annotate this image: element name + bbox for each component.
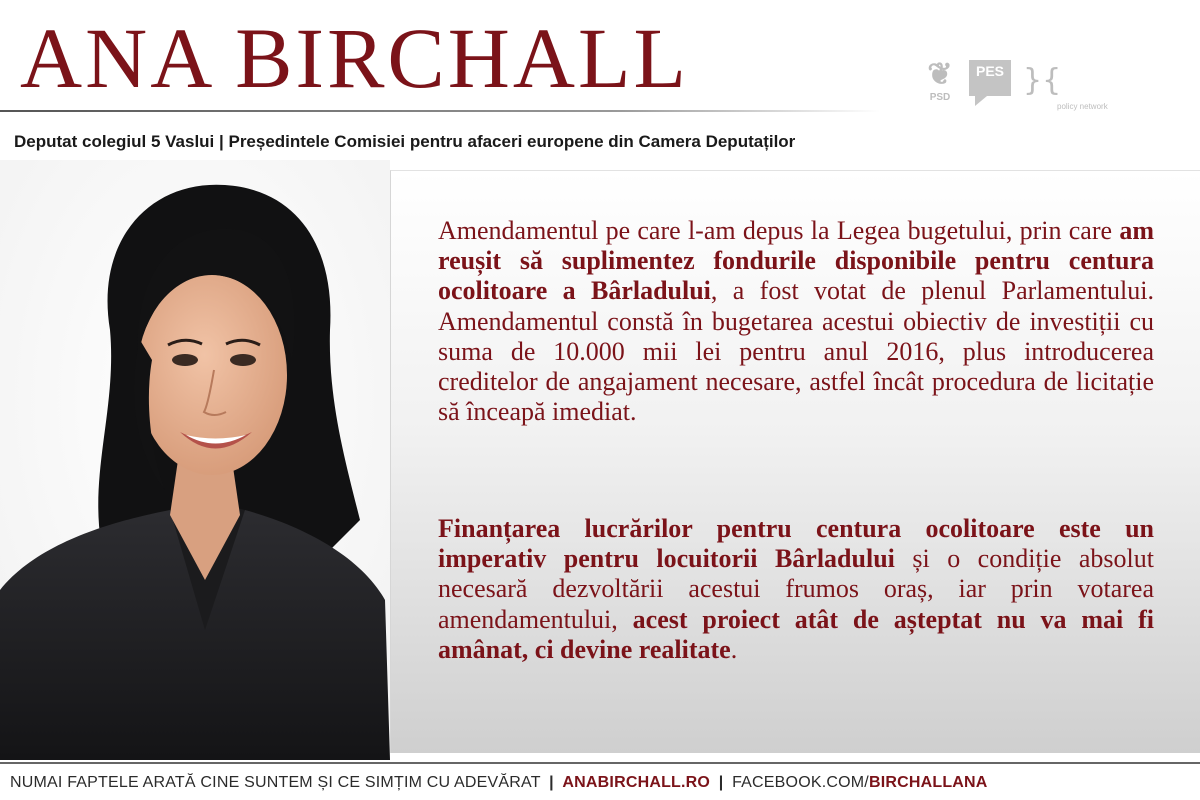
- portrait-photo: [0, 160, 390, 760]
- quote-paragraph-2: [438, 514, 1154, 665]
- footer-divider: [0, 762, 1200, 764]
- facebook-handle: BIRCHALLANA: [868, 774, 988, 791]
- portrait-illustration: [0, 160, 390, 760]
- policy-network-logo: [1023, 64, 1113, 114]
- psd-logo-label: PSD: [929, 92, 951, 103]
- policy-network-label: policy network: [1057, 102, 1108, 111]
- footer: [10, 774, 988, 792]
- quote-text: și o condiție absolut necesară dezvoltării acestui frumos oraș, iar prin votarea amendamentului,: [438, 544, 1154, 634]
- quote-emphasis: Finanțarea lucrărilor pentru centura ocolitoare este un imperativ pentru locuitorii Bârladului: [438, 514, 1154, 574]
- quote-emphasis: acest proiect atât de așteptat nu va mai fi amânat, ci devine realitate: [438, 604, 1155, 664]
- header-divider: [0, 110, 880, 112]
- quote-text: .: [730, 634, 738, 664]
- quote-text: Amendamentul pe care l-am depus la Legea bugetului, prin care: [438, 216, 1120, 245]
- facebook-link[interactable]: [732, 774, 987, 791]
- pes-logo: [969, 60, 1013, 112]
- psd-logo: [915, 58, 965, 114]
- website-link[interactable]: ANABIRCHALL.RO: [562, 774, 711, 791]
- speech-bubble-icon: [975, 96, 987, 106]
- pes-logo-label: PES: [969, 60, 1011, 96]
- subtitle: Deputat colegiul 5 Vaslui | Președintele Comisiei pentru afaceri europene din Camera Deputaților: [14, 132, 796, 151]
- footer-separator: |: [718, 774, 724, 791]
- quote-emphasis: am reușit să suplimentez fondurile disponibile pentru centura ocolitoare a Bârladului: [438, 216, 1154, 306]
- facebook-prefix: FACEBOOK.COM/: [732, 774, 869, 791]
- rose-icon: ❦: [927, 58, 953, 91]
- quote-paragraph-1: [438, 216, 1154, 427]
- quote-text: , a fost votat de plenul Parlamentului. Amendamentul constă în bugetarea acestui obiectiv de investiții cu suma de 10.000 mii lei pentru anul 2016, plus introducerea creditelor de angajament necesare, astfel încât procedura de licitație să înceapă imediat.: [438, 276, 1154, 427]
- footer-separator: |: [549, 774, 554, 791]
- page-title: ANA BIRCHALL: [20, 10, 690, 106]
- party-logos: [915, 58, 1175, 118]
- brace-icon: }{: [1023, 63, 1062, 98]
- footer-motto: NUMAI FAPTELE ARATĂ CINE SUNTEM ȘI CE SIMȚIM CU ADEVĂRAT: [10, 774, 541, 791]
